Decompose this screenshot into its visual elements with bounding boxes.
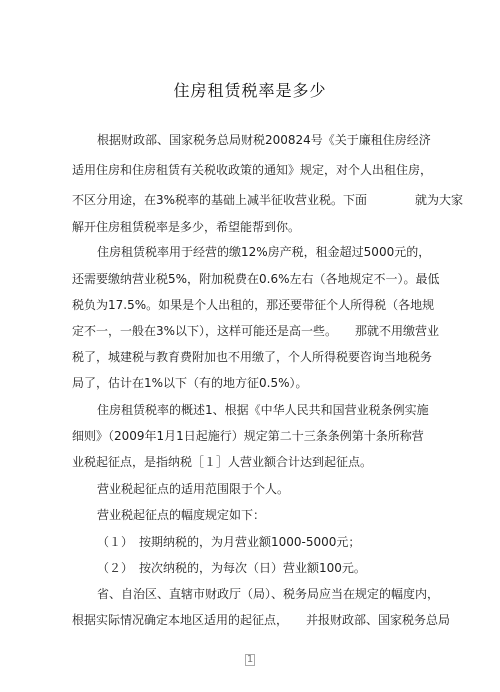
paragraph-line: 税了，城建税与教育费附加也不用缴了，个人所得税要咨询当地税务 <box>72 350 433 364</box>
paragraph-line: 还需要缴纳营业税5%，附加税费在0.6%左右（各地规定不一）。最低 <box>72 272 440 286</box>
paragraph-line: 住房租赁税率用于经营的缴12%房产税，租金超过5000元的， <box>97 245 431 259</box>
paragraph-line: 根据实际情况确定本地区适用的起征点， 并报财政部、国家税务总局 <box>72 613 451 627</box>
list-item: （２） 按次纳税的，为每次（日）营业额100元。 <box>97 561 366 575</box>
page-title: 住房租赁税率是多少 <box>173 81 327 100</box>
paragraph-line: 局了，估计在1%以下（有的地方征0.5%）。 <box>72 376 308 390</box>
paragraph-line: 定不一，一般在3%以下），这样可能还是高一些。 那就不用缴营业 <box>72 324 440 338</box>
page-number-label: 1 <box>246 654 254 665</box>
paragraph-line: 适用住房和住房租赁有关税收政策的通知》规定，对个人出租住房， <box>72 163 433 177</box>
paragraph-line: 税负为17.5%。如果是个人出租的，那还要带征个人所得税（各地规 <box>72 298 435 312</box>
paragraph-line: 解开住房租赁税率是多少，希望能帮到你。 <box>72 220 301 234</box>
paragraph-line: 根据财政部、国家税务总局财税200824号《关于廉租住房经济 <box>97 133 431 147</box>
paragraph-line: 不区分用途，在3%税率的基础上减半征收营业税。下面 就为大家 <box>72 193 464 207</box>
paragraph-line: 住房租赁税率的概述1、根据《中华人民共和国营业税条例实施 <box>97 403 429 417</box>
paragraph-line: 业税起征点，是指纳税［１］人营业额合计达到起征点。 <box>72 455 373 469</box>
list-item: （１） 按期纳税的，为月营业额1000-5000元； <box>97 535 361 549</box>
page-number <box>0 654 500 666</box>
paragraph-line: 省、自治区、直辖市财政厅（局）、税务局应当在规定的幅度内， <box>97 587 440 601</box>
paragraph-line: 营业税起征点的适用范围限于个人。 <box>97 482 290 496</box>
paragraph-line: 营业税起征点的幅度规定如下： <box>97 508 266 522</box>
paragraph-line: 细则》（2009年1月1日起施行）规定第二十三条条例第十条所称营 <box>72 429 424 443</box>
